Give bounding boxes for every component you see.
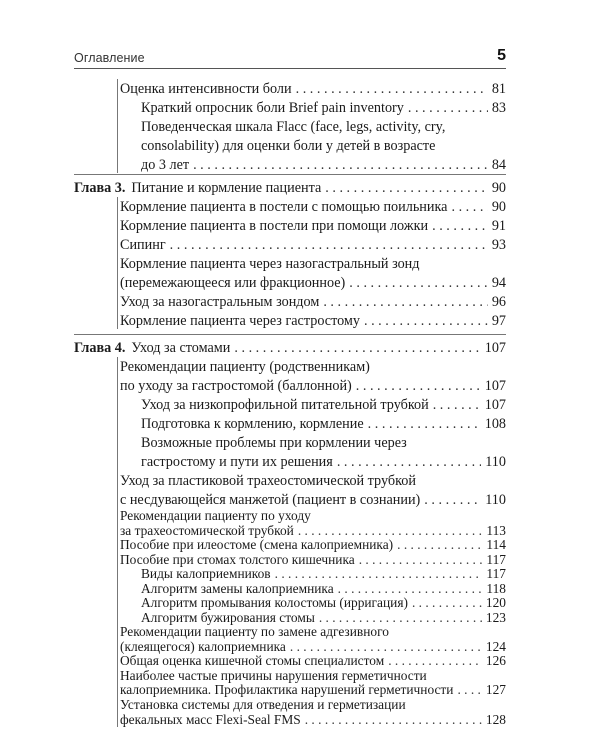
- section-bar: [117, 79, 118, 173]
- toc-entry[interactable]: по уходу за гастростомой (баллонной) . . . 107: [120, 376, 506, 396]
- toc-entry[interactable]: (клеящегося) калоприемника . . . 124: [120, 640, 506, 655]
- toc-entry-line[interactable]: consolability) для оценки боли у детей в возрасте: [141, 138, 436, 154]
- leader-dots: [349, 273, 488, 293]
- leader-dots: [451, 197, 487, 217]
- toc-entry[interactable]: Оценка интенсивности боли . . . 81: [120, 79, 506, 99]
- toc-entry[interactable]: Сипинг . . . 93: [120, 235, 506, 255]
- leader-dots: [193, 155, 488, 175]
- leader-dots: [424, 490, 481, 510]
- toc-entry-line[interactable]: Наиболее частые причины нарушения герметичности: [120, 667, 427, 683]
- toc-entry-line[interactable]: Кормление пациента через назогастральный зонд: [120, 256, 420, 272]
- leader-dots: [337, 452, 481, 472]
- toc-entry[interactable]: до 3 лет . . . 84: [141, 155, 506, 175]
- leader-dots: [433, 395, 481, 415]
- toc-entry[interactable]: Общая оценка кишечной стомы специалистом . . . 126: [120, 654, 506, 669]
- section-bar: [117, 357, 118, 727]
- leader-dots: [325, 178, 488, 198]
- toc-entry[interactable]: Виды калоприемников . . . 117: [141, 567, 506, 582]
- chapter-divider: [74, 174, 506, 175]
- toc-entry[interactable]: Алгоритм замены калоприемника . . . 118: [141, 582, 506, 597]
- leader-dots: [234, 338, 480, 358]
- header-rule: [74, 68, 506, 69]
- toc-entry-line[interactable]: Рекомендации пациенту (родственникам): [120, 359, 370, 375]
- chapter-title: Уход за стомами: [131, 340, 231, 356]
- chapter-heading[interactable]: Глава 3. Питание и кормление пациента . . . 90: [74, 178, 506, 198]
- toc-entry[interactable]: Кормление пациента в постели с помощью поильника . . . 90: [120, 197, 506, 217]
- toc-entry-line[interactable]: Рекомендации пациенту по замене адгезивного: [120, 624, 389, 640]
- leader-dots: [397, 538, 482, 553]
- leader-dots: [338, 582, 483, 597]
- toc-entry-line[interactable]: Установка системы для отведения и герметизации: [120, 696, 406, 712]
- toc-entry[interactable]: за трахеостомической трубкой . . . 113: [120, 524, 506, 539]
- toc-entry[interactable]: (перемежающееся или фракционное) . . . 94: [120, 273, 506, 293]
- running-head-title: Оглавление: [74, 51, 145, 65]
- leader-dots: [364, 311, 488, 331]
- toc-entry[interactable]: Уход за низкопрофильной питательной трубкой . . . 107: [141, 395, 506, 415]
- toc-entry[interactable]: с несдувающейся манжетой (пациент в сознании) . . . 110: [120, 490, 506, 510]
- toc-entry[interactable]: гастростому и пути их решения . . . 110: [141, 452, 506, 472]
- leader-dots: [275, 567, 483, 582]
- page-number: 5: [497, 47, 506, 64]
- leader-dots: [296, 79, 488, 99]
- toc-entry[interactable]: Пособие при илеостоме (смена калоприемника) . . . 114: [120, 538, 506, 553]
- toc-entry-line[interactable]: Рекомендации пациенту по уходу: [120, 508, 311, 523]
- chapter-heading[interactable]: Глава 4. Уход за стомами . . . 107: [74, 338, 506, 358]
- toc-entry[interactable]: Уход за назогастральным зондом . . . 96: [120, 292, 506, 312]
- leader-dots: [412, 596, 482, 611]
- toc-entry-line[interactable]: Возможные проблемы при кормлении через: [141, 435, 407, 451]
- leader-dots: [305, 713, 482, 728]
- leader-dots: [356, 376, 481, 396]
- chapter-divider: [74, 334, 506, 335]
- chapter-label: Глава 3.: [74, 180, 126, 196]
- leader-dots: [457, 683, 481, 698]
- toc-entry-line[interactable]: Уход за пластиковой трахеостомической трубкой: [120, 473, 416, 489]
- toc-entry-line[interactable]: Поведенческая шкала Flacc (face, legs, activity, cry,: [141, 119, 446, 135]
- leader-dots: [170, 235, 488, 255]
- leader-dots: [408, 98, 488, 118]
- toc-entry[interactable]: Алгоритм промывания колостомы (ирригация) . . . 120: [141, 596, 506, 611]
- toc-entry[interactable]: Пособие при стомах толстого кишечника . . . 117: [120, 553, 506, 568]
- toc-entry[interactable]: Алгоритм бужирования стомы . . . 123: [141, 611, 506, 626]
- toc-entry[interactable]: Краткий опросник боли Brief pain inventory . . . 83: [141, 98, 506, 118]
- chapter-title: Питание и кормление пациента: [131, 180, 322, 196]
- toc-entry[interactable]: Кормление пациента через гастростому . . . 97: [120, 311, 506, 331]
- toc-entry[interactable]: Кормление пациента в постели при помощи ложки . . . 91: [120, 216, 506, 236]
- leader-dots: [323, 292, 488, 312]
- chapter-label: Глава 4.: [74, 340, 126, 356]
- leader-dots: [388, 654, 482, 669]
- running-head: [74, 49, 506, 69]
- section-bar: [117, 197, 118, 329]
- leader-dots: [290, 640, 482, 655]
- leader-dots: [432, 216, 488, 236]
- leader-dots: [298, 524, 483, 539]
- leader-dots: [359, 553, 483, 568]
- toc-entry[interactable]: фекальных масс Flexi-Seal FMS . . . 128: [120, 713, 506, 728]
- toc-entry[interactable]: Подготовка к кормлению, кормление . . . 108: [141, 414, 506, 434]
- leader-dots: [368, 414, 481, 434]
- toc-entry[interactable]: калоприемника. Профилактика нарушений герметичности . . . 127: [120, 683, 506, 698]
- leader-dots: [319, 611, 482, 626]
